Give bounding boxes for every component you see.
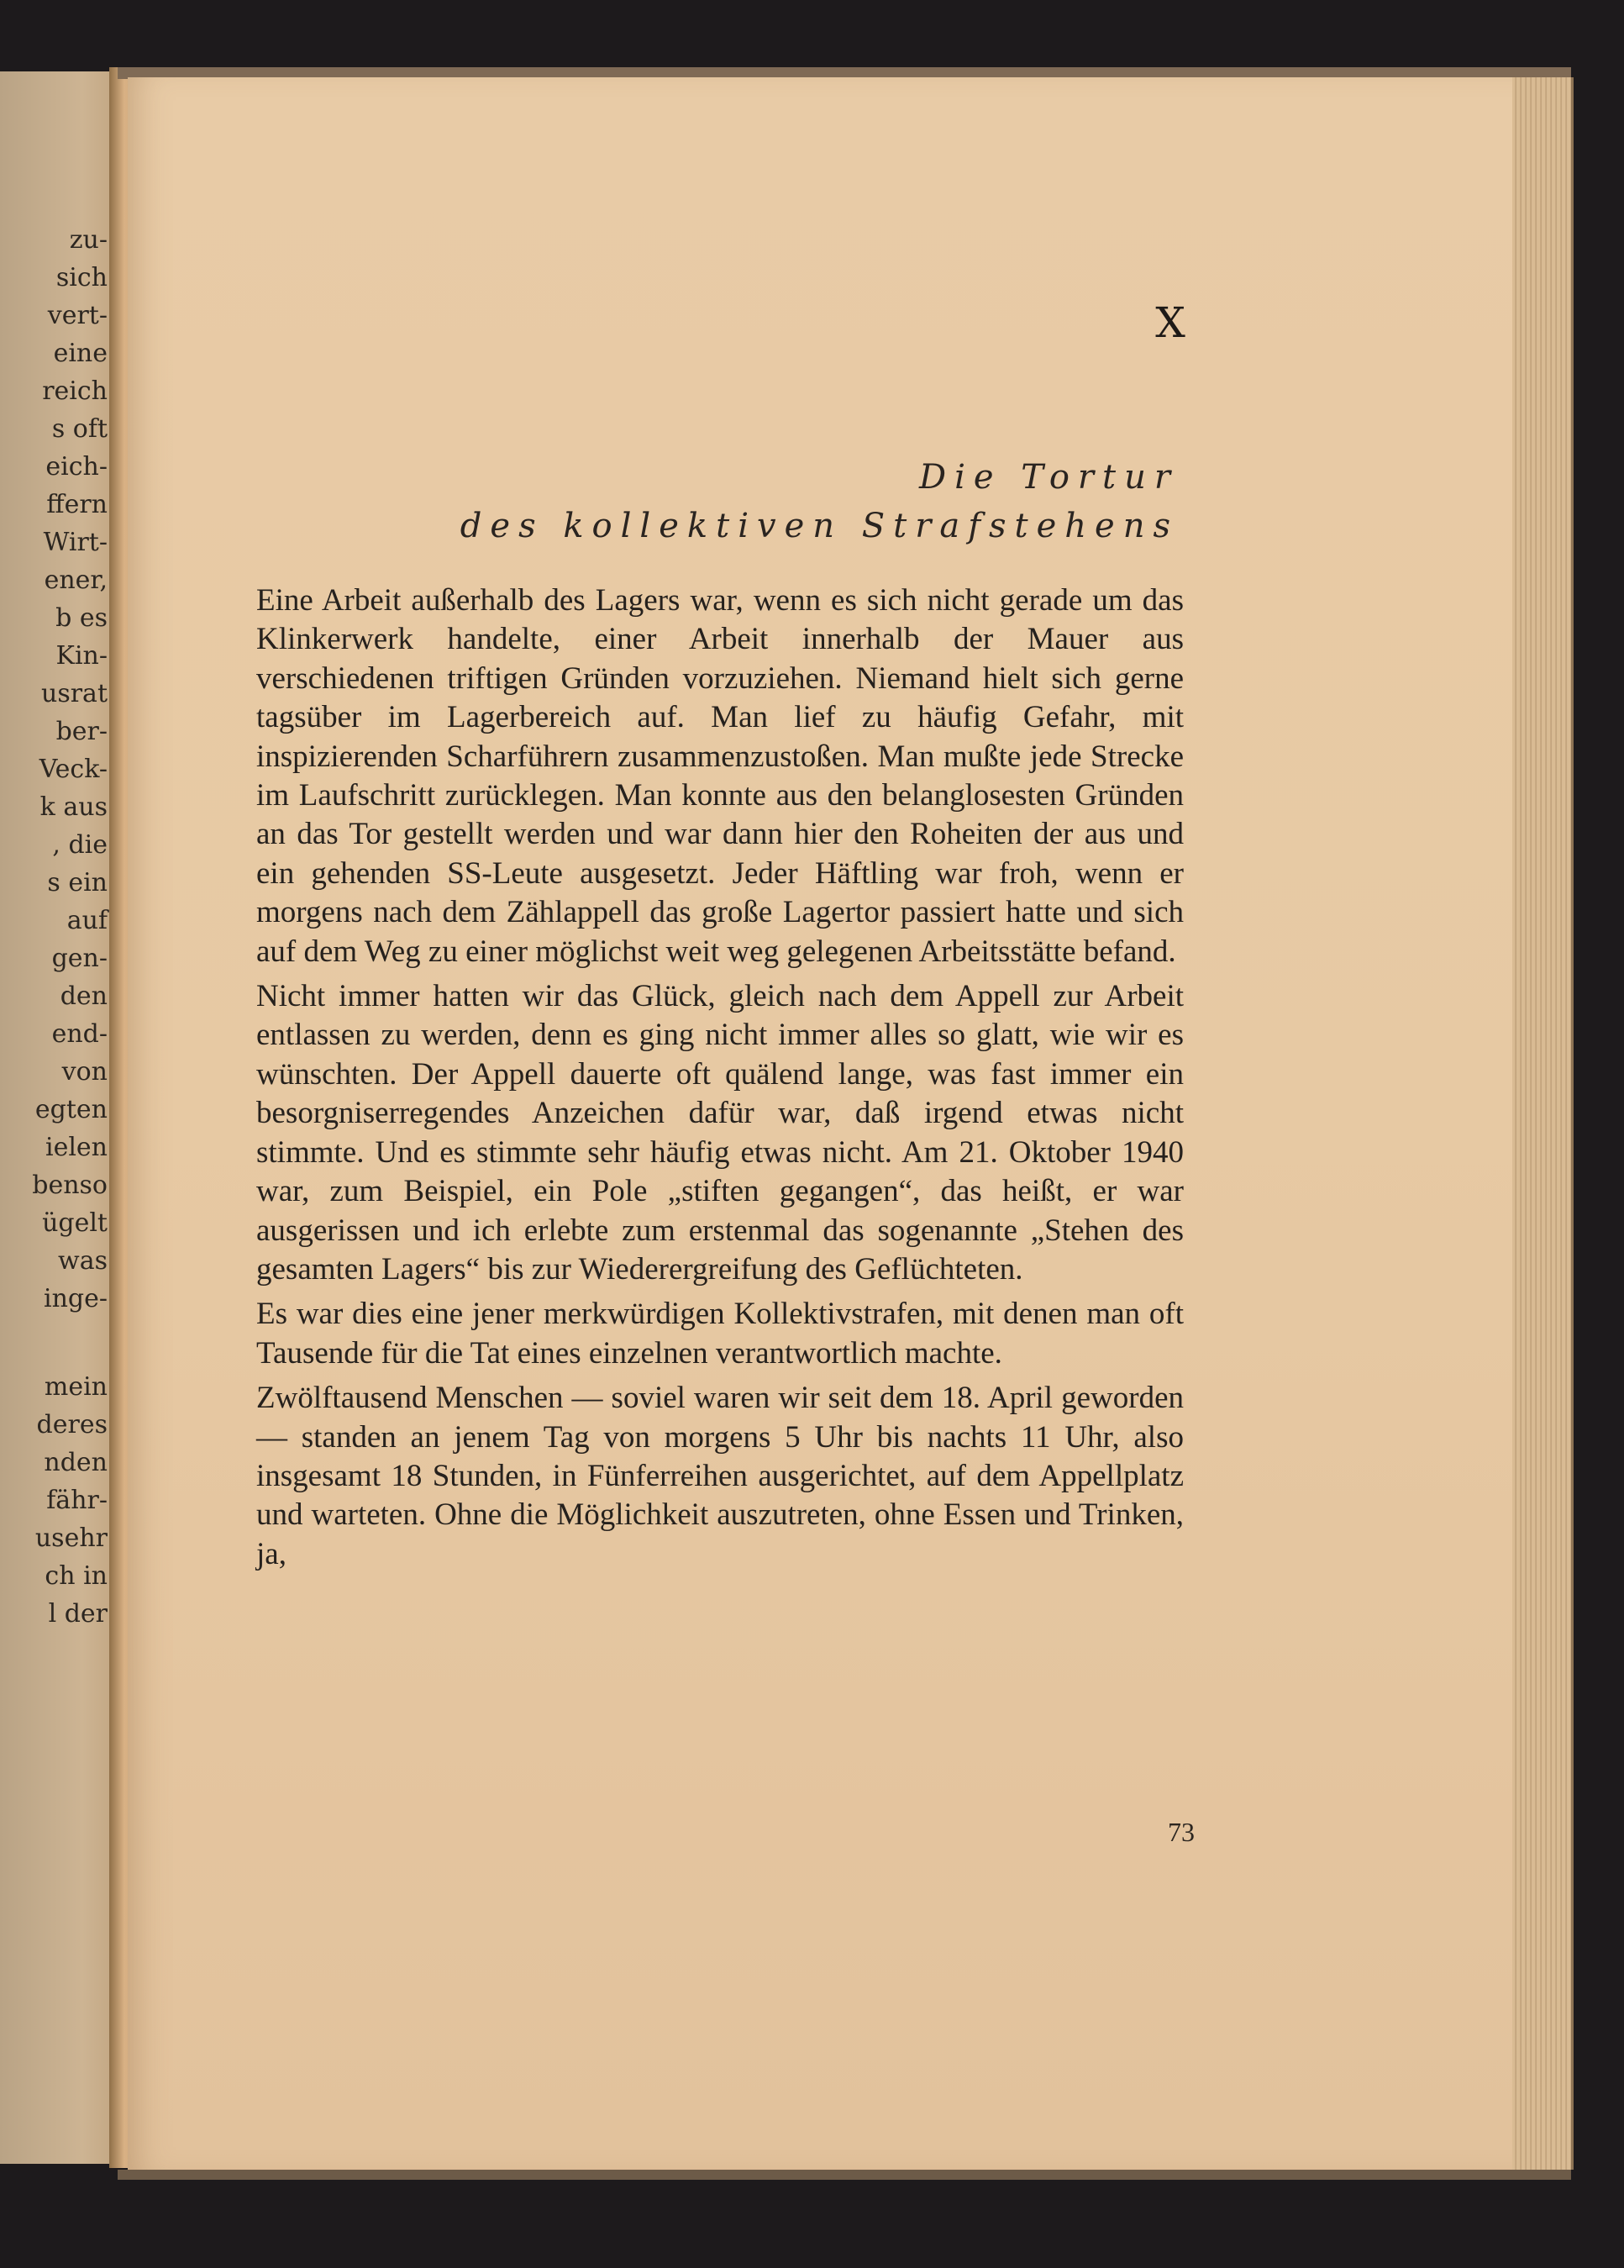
- left-page-fragment: ch in: [45, 1561, 108, 1591]
- left-page-fragment: ber-: [55, 717, 108, 746]
- left-page-fragment: egten: [34, 1095, 108, 1124]
- left-page-fragment: gen-: [51, 944, 108, 973]
- left-page-edge: [0, 71, 118, 2164]
- page-stack-edge: [1512, 77, 1574, 2170]
- left-page-fragment: sich: [55, 263, 108, 292]
- body-text: [256, 581, 1184, 1580]
- left-page-fragment: nden: [44, 1448, 108, 1477]
- left-page-fragment: deres: [36, 1410, 108, 1439]
- left-page-fragment: end-: [51, 1019, 108, 1049]
- left-page-fragment: inge-: [43, 1284, 108, 1313]
- left-page-fragment: Veck-: [39, 755, 108, 784]
- left-page-fragment: k aus: [39, 792, 108, 822]
- left-page-fragment: zu-: [69, 225, 108, 255]
- left-page-fragment: eich-: [45, 452, 108, 481]
- left-page-fragment: , die: [52, 830, 108, 860]
- left-page-fragment: von: [61, 1057, 108, 1087]
- left-page-fragment: ffern: [46, 490, 108, 519]
- left-page-fragment: ielen: [45, 1133, 108, 1162]
- paragraph: Zwölftausend Menschen — soviel waren wir seit dem 18. April geworden — standen an jenem Tag von morgens 5 Uhr bis nachts 11 Uhr, also insgesamt 18 Stunden, in Fünferreihen ausgerichtet, auf dem Appellplatz und warteten. Ohne die Möglichkeit auszutreten, ohne Essen und Trinken, ja,: [256, 1381, 1184, 1571]
- left-page-fragment: auf: [66, 906, 108, 935]
- left-page-fragment: den: [60, 981, 108, 1011]
- left-page-fragment: was: [58, 1246, 108, 1276]
- chapter-title-line-2: des kollektiven Strafstehens: [460, 507, 1179, 545]
- left-page-fragment: s ein: [47, 868, 108, 897]
- left-page-fragment: s oft: [51, 414, 108, 444]
- left-page-fragment: ügelt: [42, 1208, 108, 1238]
- chapter-title-line-1: Die Tortur: [919, 458, 1179, 497]
- left-page-fragment: fähr-: [46, 1486, 108, 1515]
- left-page-fragment: vert-: [47, 301, 108, 330]
- chapter-number: X: [1155, 298, 1185, 347]
- left-page-fragment: mein: [44, 1372, 108, 1402]
- paragraph: Nicht immer hatten wir das Glück, gleich nach dem Appell zur Arbeit entlassen zu werden, denn es ging nicht immer alles so glatt, wie wir es wünschten. Der Appell dauerte oft quälend lange, was fast immer ein besorgniserregendes Anzeichen dafür war, daß irgend etwas nicht stimmte. Und es stimmte sehr häufig etwas nicht. Am 21. Oktober 1940 war, zum Beispiel, ein Pole „stiften gegangen“, das heißt, er war ausgerissen und ich erlebte zum erstenmal das sogenannte „Stehen des gesamten Lagers“ bis zur Wiederergreifung des Geflüchteten.: [256, 979, 1184, 1287]
- left-page-fragment: usehr: [34, 1523, 108, 1553]
- left-page-fragment: benso: [32, 1171, 108, 1200]
- page-bottom-edge: [118, 2170, 1571, 2180]
- paragraph: Eine Arbeit außerhalb des Lagers war, wenn es sich nicht gerade um das Klinkerwerk handelte, einer Arbeit innerhalb der Mauer aus verschiedenen triftigen Gründen vorzuziehen. Niemand hielt sich gerne tagsüber im Lagerbereich auf. Man lief zu häufig Gefahr, mit inspizierenden Scharführern zusammenzustoßen. Man mußte jede Strecke im Laufschritt zurücklegen. Man konnte aus den belanglosesten Gründen an das Tor gestellt werden und war dann hier den Roheiten der aus und ein gehenden SS-Leute ausgesetzt. Jeder Häftling war froh, wenn er morgens nach dem Zählappell das große Lagertor passiert hatte und sich auf dem Weg zu einer möglichst weit weg gelegenen Arbeitsstätte befand.: [256, 583, 1184, 969]
- left-page-fragment: Kin-: [55, 641, 108, 671]
- left-page-fragment: l der: [48, 1599, 108, 1629]
- page-number: 73: [1168, 1817, 1195, 1847]
- paragraph: Es war dies eine jener merkwürdigen Kollektivstrafen, mit denen man oft Tausende für die Tat eines einzelnen verantwortlich machte.: [256, 1297, 1184, 1371]
- left-page-fragment: Wirt-: [43, 528, 108, 557]
- left-page-fragment: b es: [55, 603, 108, 633]
- left-page-fragment: usrat: [41, 679, 108, 708]
- left-page-fragment: reich: [42, 376, 108, 406]
- left-page-fragment: ener,: [44, 566, 108, 595]
- left-page-fragment: eine: [53, 339, 108, 368]
